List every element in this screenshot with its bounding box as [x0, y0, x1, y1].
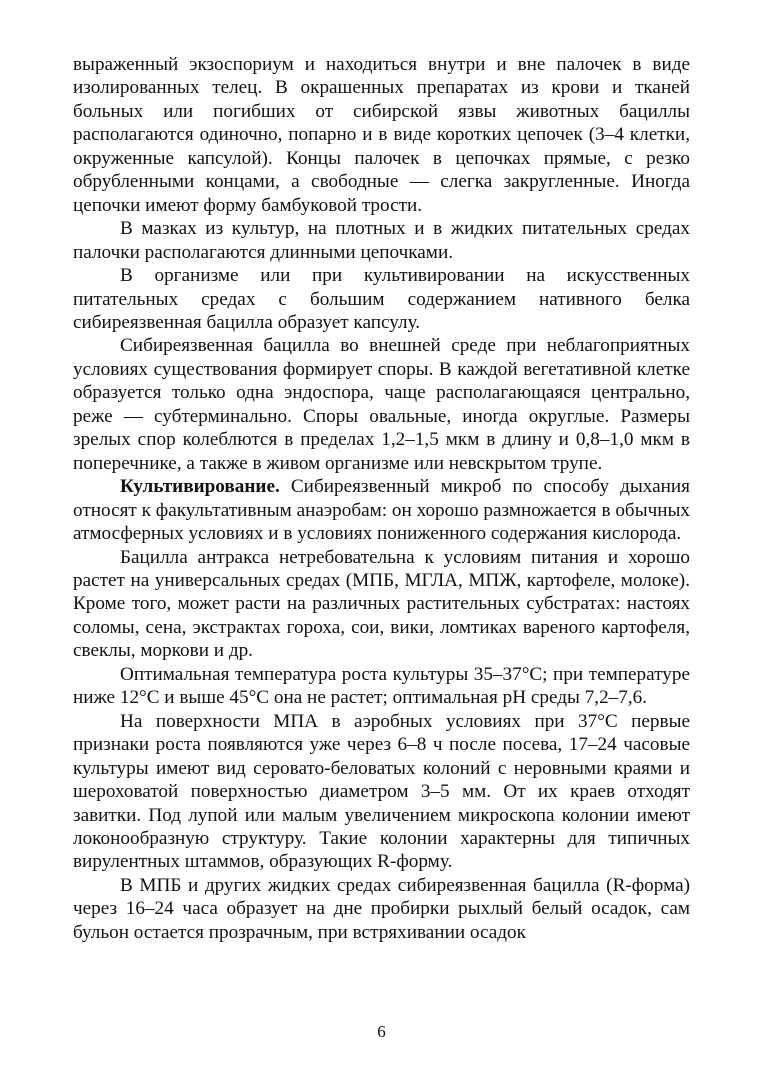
- page-number: 6: [377, 1022, 386, 1041]
- paragraph-9: [73, 874, 690, 944]
- paragraph-3-text: В организме или при культивировании на искусственных питательных средах с большим содержанием нативного белка сибиреязвенная бацилла образует капсулу.: [73, 265, 690, 333]
- paragraph-8-text: На поверхности МПА в аэробных условиях при 37°С первые признаки роста появляются уже через 6–8 ч после посева, 17–24 часовые культуры имеют вид серовато-беловатых колоний с неровными краями и шероховатой поверхностью диаметром 3–5 мм. От их краев отходят завитки. Под лупой или малым увеличением микроскопа колонии имеют локонообразную структуру. Такие колонии характерны для типичных вирулентных штаммов, образующих R-форму.: [73, 710, 690, 873]
- paragraph-6: [73, 546, 690, 663]
- paragraph-5: [73, 475, 690, 545]
- paragraph-2-text: В мазках из культур, на плотных и в жидких питательных средах палочки располагаются длинными цепочками.: [73, 218, 690, 263]
- paragraph-7-text: Оптимальная температура роста культуры 35–37°С; при температуре ниже 12°С и выше 45°С она не растет; оптимальная рН среды 7,2–7,6.: [73, 663, 690, 709]
- paragraph-4: [73, 334, 690, 475]
- paragraph-6-text: Бацилла антракса нетребовательна к условиям питания и хорошо растет на универсальных средах (МПБ, МГЛА, МПЖ, картофеле, молоке). Кроме того, может расти на различных растительных субстратах: настоях соломы, сена, экстрактах гороха, сои, вики, ломтиках вареного картофеля, свеклы, моркови и др.: [73, 546, 690, 662]
- paragraph-1: [73, 53, 690, 217]
- paragraph-7: [73, 663, 690, 710]
- paragraph-3: [73, 264, 690, 334]
- section-heading-cultivation: Культивирование.: [120, 476, 280, 498]
- paragraph-8: [73, 710, 690, 874]
- paragraph-4-text: Сибиреязвенная бацилла во внешней среде при неблагоприятных условиях существования формирует споры. В каждой вегетативной клетке образуется только одна эндоспора, чаще располагающаяся центрально, реже — субтерминально. Споры овальные, иногда округлые. Размеры зрелых спор колеблются в пределах 1,2–1,5 мкм в длину и 0,8–1,0 мкм в поперечнике, а также в живом организме или невскрытом трупе.: [73, 335, 690, 474]
- paragraph-5-text: Сибиреязвенный микроб по способу дыхания относят к факультативным анаэробам: он хорошо размножается в обычных атмосферных условиях и в условиях пониженного содержания кислорода.: [73, 476, 690, 545]
- paragraph-9-text: В МПБ и других жидких средах сибиреязвенная бацилла (R-форма) через 16–24 часа образует на дне пробирки рыхлый белый осадок, сам бульон остается прозрачным, при встряхивании осадок: [73, 874, 690, 943]
- paragraph-2: [73, 217, 690, 264]
- page-body: [73, 53, 690, 944]
- paragraph-1-text: выраженный экзоспориум и находиться внутри и вне палочек в виде изолированных телец. В окрашенных препаратах из крови и тканей больных или погибших от сибирской язвы животных бациллы располагаются одиночно, попарно и в виде коротких цепочек (3–4 клетки, окруженные капсулой). Концы палочек в цепочках прямые, с резко обрубленными концами, а свободные — слегка закругленные. Иногда цепочки имеют форму бамбуковой трости.: [73, 54, 690, 216]
